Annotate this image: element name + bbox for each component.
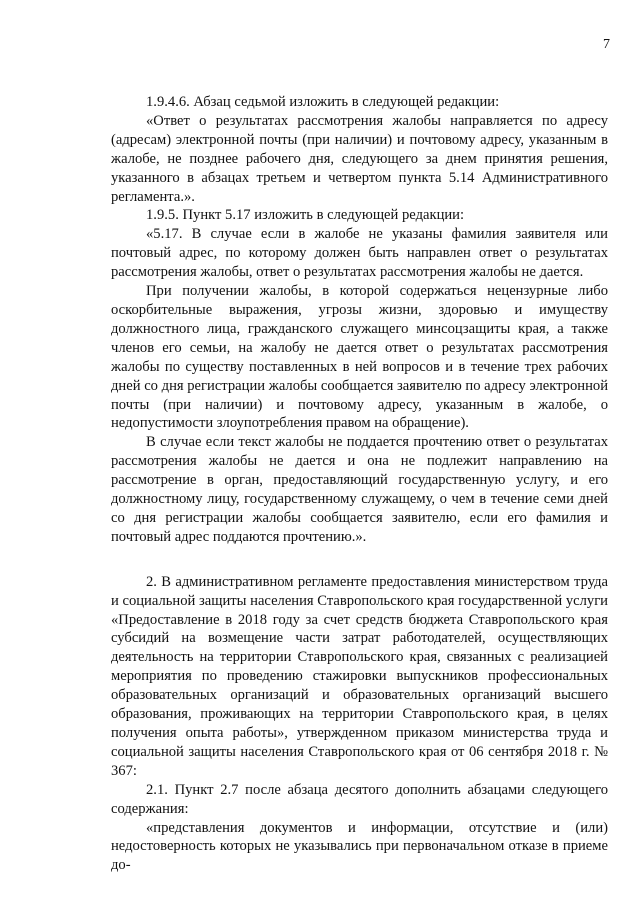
page-number: 7 <box>603 37 610 52</box>
paragraph-quote-documents: «представления документов и информации, отсутствие и (или) недостоверность которых не указывались при первоначальном отказе в приеме до- <box>111 819 608 874</box>
paragraph-1-9-5-heading: 1.9.5. Пункт 5.17 изложить в следующей редакции: <box>146 207 465 224</box>
paragraph-2-1: 2.1. Пункт 2.7 после абзаца десятого дополнить абзацами следующего содержания: <box>111 781 608 817</box>
paragraph-obscene-complaint: При получении жалобы, в которой содержаться нецензурные либо оскорбительные выражения, угрозы жизни, здоровью и имуществу должностного лица, гражданского служащего минсоцзащиты края, а также членов его семьи, на жалобу не дается ответ о результатах рассмотрения жалобы по существу поставленных в ней вопросов и в течение трех рабочих дней со дня регистрации жалобы сообщается заявителю по адресу электронной почты (при наличии) и почтовому адресу, указанным в жалобе, о недопустимости злоупотребления правом на обращение). <box>111 283 608 432</box>
paragraph-1-9-4-6-heading: 1.9.4.6. Абзац седьмой изложить в следующей редакции: <box>146 94 500 110</box>
paragraph-answer-text: «Ответ о результатах рассмотрения жалобы направляется по адресу (адресам) электронной почты (при наличии) и почтовому адресу, указанным в жалобе, не позднее рабочего дня, следующего за днем принятия решения, указанного в абзацах третьем и четвертом пункта 5.14 Административного регламента.». <box>111 112 608 205</box>
paragraph-section-2: 2. В административном регламенте предоставления министерством труда и социальной защиты населения Ставропольского края государственной услуги «Предоставление в 2018 году за счет средств бюджета Ставропольского края субсидий на возмещение части затрат работодателей, осуществляющих деятельность на территории Ставропольского края, связанных с реализацией мероприятия по проведению стажировки выпускников профессиональных образовательных организаций и образовательных организаций высшего образования, проживающих на территории Ставропольского края, в целях получения опыта работы», утвержденном приказом министерства труда и социальной защиты населения Ставропольского края от 06 сентября 2018 г. № 367: <box>111 573 608 779</box>
document-body <box>111 93 608 875</box>
paragraph-unreadable-complaint: В случае если текст жалобы не поддается прочтению ответ о результатах рассмотрения жалобы не дается и она не подлежит направлению на рассмотрение в орган, предоставляющий государственную услугу, и его должностному лицу, государственному служащему, о чем в течение семи дней со дня регистрации жалобы сообщается заявителю, если его фамилия и почтовый адрес поддаются прочтению.». <box>111 434 608 545</box>
paragraph-5-17: «5.17. В случае если в жалобе не указаны фамилия заявителя или почтовый адрес, по которому должен быть направлен ответ о результатах рассмотрения жалобы, ответ о результатах рассмотрения жалобы не дается. <box>111 226 608 281</box>
section-gap <box>111 547 608 573</box>
